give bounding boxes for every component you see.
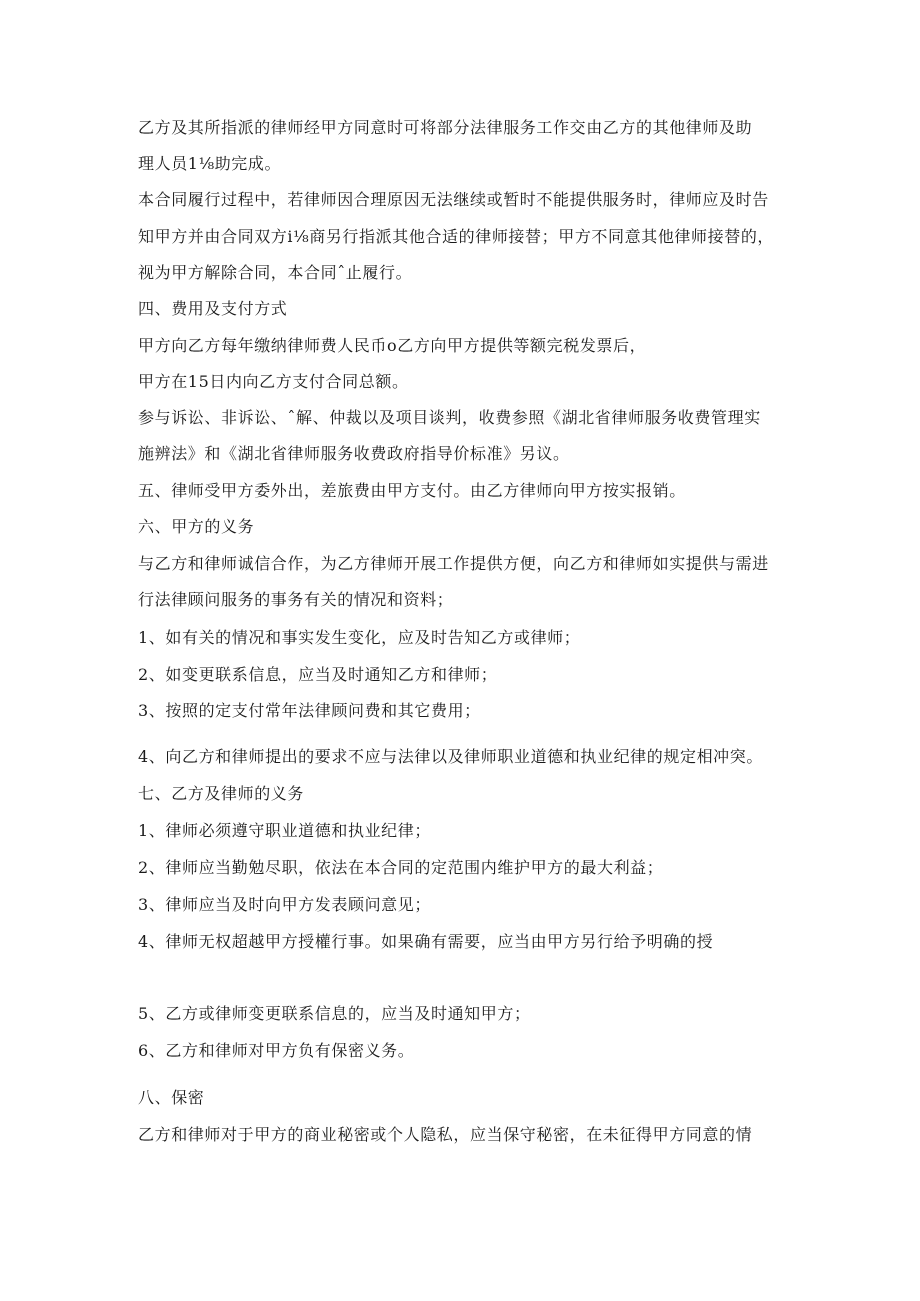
list-item: 1、律师必须遵守职业道德和执业纪律； xyxy=(138,821,431,840)
text-line: 本合同履行过程中，若律师因合理原因无法继续或暂时不能提供服务时，律师应及时告 xyxy=(138,190,769,209)
list-item: 3、律师应当及时向甲方发表顾问意见； xyxy=(138,895,431,914)
list-item: 5、乙方或律师变更联系信息的，应当及时通知甲方； xyxy=(138,1004,531,1023)
list-item: 2、律师应当勤勉尽职，依法在本合同的定范围内维护甲方的最大利益； xyxy=(138,858,664,877)
section-heading: 八、保密 xyxy=(138,1088,205,1107)
list-item: 3、按照的定支付常年法律顾问费和其它费用； xyxy=(138,701,481,720)
text-line: 参与诉讼、非诉讼、ˆ解、仲裁以及项目谈判，收费参照《湖北省律师服务收费管理实 xyxy=(138,408,761,427)
text-line: 理人员1⅛助完成。 xyxy=(138,154,282,173)
text-line: 施辨法》和《湖北省律师服务收费政府指导价标准》另议。 xyxy=(138,444,570,463)
section-heading: 五、律师受甲方委外出，差旅费由甲方支付。由乙方律师向甲方按实报销。 xyxy=(138,481,686,500)
section-heading: 七、乙方及律师的义务 xyxy=(138,784,305,803)
text-line: 知甲方并由合同双方i⅛商另行指派其他合适的律师接替；甲方不同意其他律师接替的， xyxy=(138,227,775,246)
text-line: 乙方及其所指派的律师经甲方同意时可将部分法律服务工作交由乙方的其他律师及助 xyxy=(138,118,753,137)
list-item: 6、乙方和律师对甲方负有保密义务。 xyxy=(138,1041,415,1060)
list-item: 2、如变更联系信息，应当及时通知乙方和律师； xyxy=(138,665,498,684)
text-line: 与乙方和律师诚信合作，为乙方律师开展工作提供方便，向乙方和律师如实提供与需进 xyxy=(138,554,769,573)
list-item: 4、律师无权超越甲方授權行事。如果确有需要，应当由甲方另行给予明确的授 xyxy=(138,932,714,951)
section-heading: 六、甲方的义务 xyxy=(138,517,255,536)
text-line: 乙方和律师对于甲方的商业秘密或个人隐私，应当保守秘密，在未征得甲方同意的情 xyxy=(138,1125,753,1144)
text-line: 视为甲方解除合同，本合同ˆ止履行。 xyxy=(138,263,413,282)
list-item: 4、向乙方和律师提出的要求不应与法律以及律师职业道德和执业纪律的规定相冲突。 xyxy=(138,747,763,766)
text-line: 甲方向乙方每年缴纳律师费人民币o乙方向甲方提供等额完税发票后， xyxy=(138,336,647,355)
text-line: 行法律顾问服务的事务有关的情况和资料； xyxy=(138,590,454,609)
list-item: 1、如有关的情况和事实发生变化，应及时告知乙方或律师； xyxy=(138,628,581,647)
text-line: 甲方在15日内向乙方支付合同总额。 xyxy=(138,372,409,391)
section-heading: 四、费用及支付方式 xyxy=(138,299,288,318)
